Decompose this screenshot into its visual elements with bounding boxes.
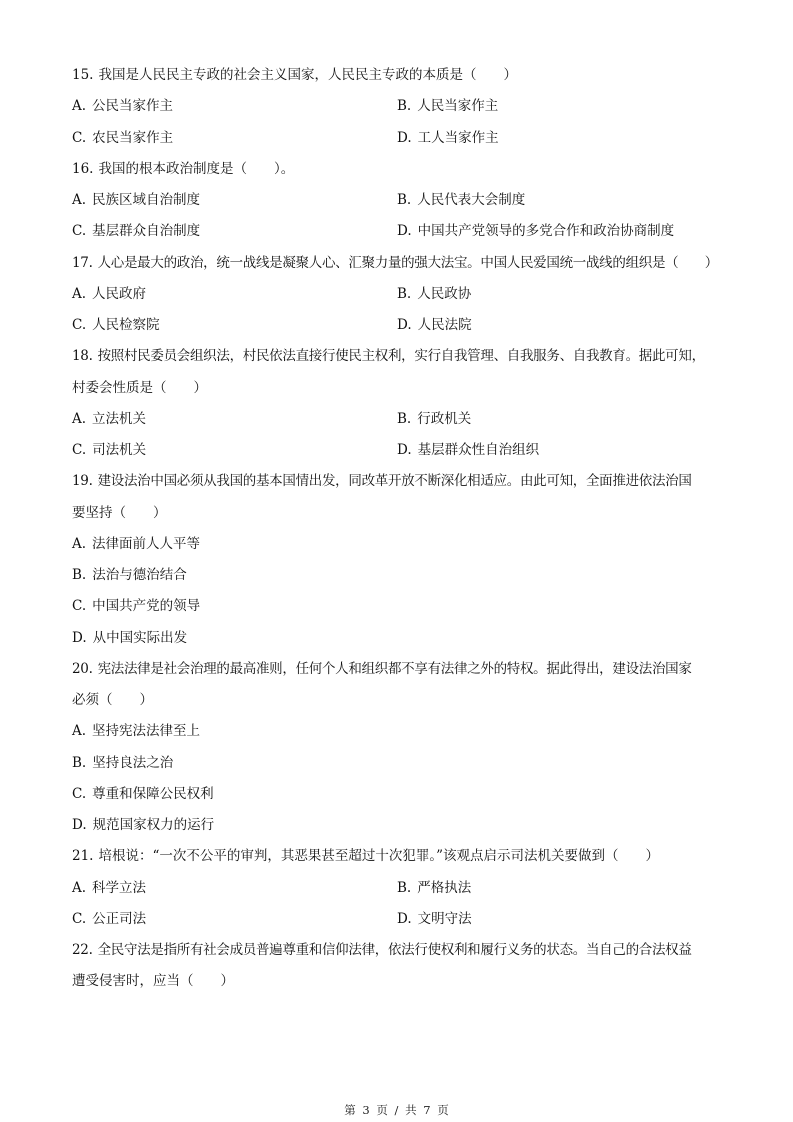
option-text: 中国共产党领导的多党合作和政治协商制度 — [417, 223, 675, 240]
option-letter: C. — [72, 223, 87, 240]
option-letter: B. — [397, 410, 412, 427]
option-a — [72, 91, 397, 122]
option-text: 公正司法 — [92, 910, 147, 927]
option-letter: C. — [72, 910, 87, 927]
option-text: 中国共产党的领导 — [92, 598, 201, 615]
option-letter: D. — [397, 317, 412, 333]
option-letter: D. — [397, 223, 412, 240]
question-15-stem — [72, 60, 727, 91]
question-22-stem-cont — [72, 966, 727, 997]
option-b — [397, 873, 722, 904]
question-text: 宪法法律是社会治理的最高准则，任何个人和组织都不享有法律之外的特权。据此得出，建设法治国家 — [97, 660, 692, 677]
option-text: 坚持宪法法律至上 — [92, 723, 201, 740]
option-a — [72, 185, 397, 216]
options-row — [72, 873, 727, 904]
option-letter: A. — [72, 410, 87, 427]
options-row — [72, 91, 727, 122]
option-text: 严格执法 — [417, 879, 472, 896]
option-c — [72, 216, 397, 247]
option-letter: D. — [72, 629, 87, 646]
option-b — [397, 404, 722, 435]
option-letter: B. — [72, 567, 87, 583]
option-letter: C. — [72, 317, 87, 333]
question-17-stem — [72, 248, 727, 279]
question-text: 建设法治中国必须从我国的基本国情出发，同改革开放不断深化相适应。由此可知，全面推进依法治国 — [97, 473, 692, 490]
question-text: 我国是人民民主专政的社会主义国家，人民民主专政的本质是（ ） — [98, 67, 517, 83]
option-letter: B. — [397, 879, 412, 896]
question-text: 培根说：“一次不公平的审判，其恶果甚至超过十次犯罪。”该观点启示司法机关要做到（ ） — [98, 848, 660, 865]
option-d — [397, 123, 722, 154]
option-text: 立法机关 — [92, 410, 147, 427]
options-row — [72, 185, 727, 216]
option-c — [72, 310, 397, 341]
option-text: 坚持良法之治 — [92, 754, 174, 771]
question-text: 全民守法是指所有社会成员普遍尊重和信仰法律，依法行使权利和履行义务的状态。当自己的合法权益 — [97, 942, 692, 958]
option-text: 人民法院 — [417, 317, 472, 333]
option-text: 行政机关 — [417, 410, 472, 427]
options-row — [72, 123, 727, 154]
option-text: 法治与德治结合 — [92, 567, 187, 583]
page-number-footer: 第 3 页 / 共 7 页 — [344, 1103, 449, 1117]
question-text: 村委会性质是（ ） — [72, 379, 207, 396]
question-20-stem-cont — [72, 685, 727, 716]
option-c — [72, 123, 397, 154]
option-letter: C. — [72, 129, 87, 146]
question-text: 要坚持（ ） — [72, 504, 167, 521]
option-letter: D. — [397, 129, 412, 146]
option-d — [72, 623, 727, 654]
option-letter: B. — [397, 285, 412, 302]
option-letter: D. — [72, 817, 87, 833]
option-letter: D. — [397, 442, 412, 458]
option-letter: D. — [397, 910, 412, 927]
option-a — [72, 873, 397, 904]
option-text: 法律面前人人平等 — [92, 535, 201, 552]
option-text: 工人当家作主 — [417, 129, 499, 146]
question-text: 按照村民委员会组织法，村民依法直接行使民主权利，实行自我管理、自我服务、自我教育。据此可知， — [97, 348, 705, 365]
option-letter: C. — [72, 442, 87, 458]
option-a — [72, 529, 727, 560]
option-letter: C. — [72, 598, 87, 615]
option-d — [397, 216, 722, 247]
option-letter: A. — [72, 879, 87, 896]
option-d — [397, 310, 722, 341]
question-number: 17. — [72, 254, 93, 271]
question-number: 21. — [72, 848, 94, 865]
question-18-stem — [72, 341, 727, 372]
options-row — [72, 310, 727, 341]
option-d — [397, 904, 722, 935]
option-text: 人民检察院 — [92, 317, 160, 333]
option-text: 公民当家作主 — [92, 98, 174, 115]
option-text: 科学立法 — [92, 879, 147, 896]
option-c — [72, 591, 727, 622]
option-a — [72, 279, 397, 310]
question-16-stem — [72, 154, 727, 185]
question-19-stem-cont — [72, 498, 727, 529]
question-20-stem — [72, 654, 727, 685]
option-a — [72, 404, 397, 435]
option-b — [397, 279, 722, 310]
option-text: 民族区域自治制度 — [92, 192, 201, 208]
option-letter: B. — [397, 98, 412, 115]
options-row — [72, 279, 727, 310]
option-b — [397, 185, 722, 216]
question-22-stem — [72, 935, 727, 966]
question-number: 22. — [72, 942, 93, 958]
option-b — [72, 748, 727, 779]
question-number: 19. — [72, 473, 93, 490]
option-text: 基层群众自治制度 — [92, 223, 201, 240]
question-list — [72, 60, 727, 998]
option-letter: A. — [72, 285, 87, 302]
option-letter: B. — [72, 754, 87, 771]
option-text: 基层群众性自治组织 — [417, 442, 540, 458]
option-text: 人民当家作主 — [417, 98, 499, 115]
question-21-stem — [72, 841, 727, 872]
question-number: 20. — [72, 660, 93, 677]
question-text: 必须（ ） — [72, 692, 153, 708]
question-text: 人心是最大的政治，统一战线是凝聚人心、汇聚力量的强大法宝。中国人民爱国统一战线的组织是（ ） — [97, 254, 718, 271]
option-text: 从中国实际出发 — [92, 629, 188, 646]
option-text: 文明守法 — [417, 910, 472, 927]
option-text: 尊重和保障公民权利 — [92, 785, 214, 802]
option-c — [72, 779, 727, 810]
option-letter: B. — [397, 192, 412, 208]
option-c — [72, 904, 397, 935]
option-letter: C. — [72, 785, 87, 802]
option-b — [72, 560, 727, 591]
option-letter: A. — [72, 723, 87, 740]
option-c — [72, 435, 397, 466]
question-number: 18. — [72, 348, 93, 365]
option-d — [397, 435, 722, 466]
option-text: 司法机关 — [92, 442, 147, 458]
question-18-stem-cont — [72, 373, 727, 404]
question-text: 我国的根本政治制度是（ ）。 — [98, 160, 295, 177]
option-letter: A. — [72, 535, 87, 552]
options-row — [72, 904, 727, 935]
question-number: 16. — [72, 160, 94, 177]
option-letter: A. — [72, 98, 87, 115]
options-row — [72, 404, 727, 435]
option-letter: A. — [72, 192, 87, 208]
options-row — [72, 216, 727, 247]
option-text: 人民政府 — [92, 285, 147, 302]
option-text: 人民政协 — [417, 285, 472, 302]
question-text: 遭受侵害时，应当（ ） — [72, 973, 234, 990]
option-d — [72, 810, 727, 841]
question-19-stem — [72, 466, 727, 497]
option-text: 人民代表大会制度 — [417, 192, 526, 208]
option-a — [72, 716, 727, 747]
option-text: 农民当家作主 — [92, 129, 174, 146]
options-row — [72, 435, 727, 466]
question-number: 15. — [72, 67, 94, 83]
option-b — [397, 91, 722, 122]
option-text: 规范国家权力的运行 — [92, 817, 215, 833]
